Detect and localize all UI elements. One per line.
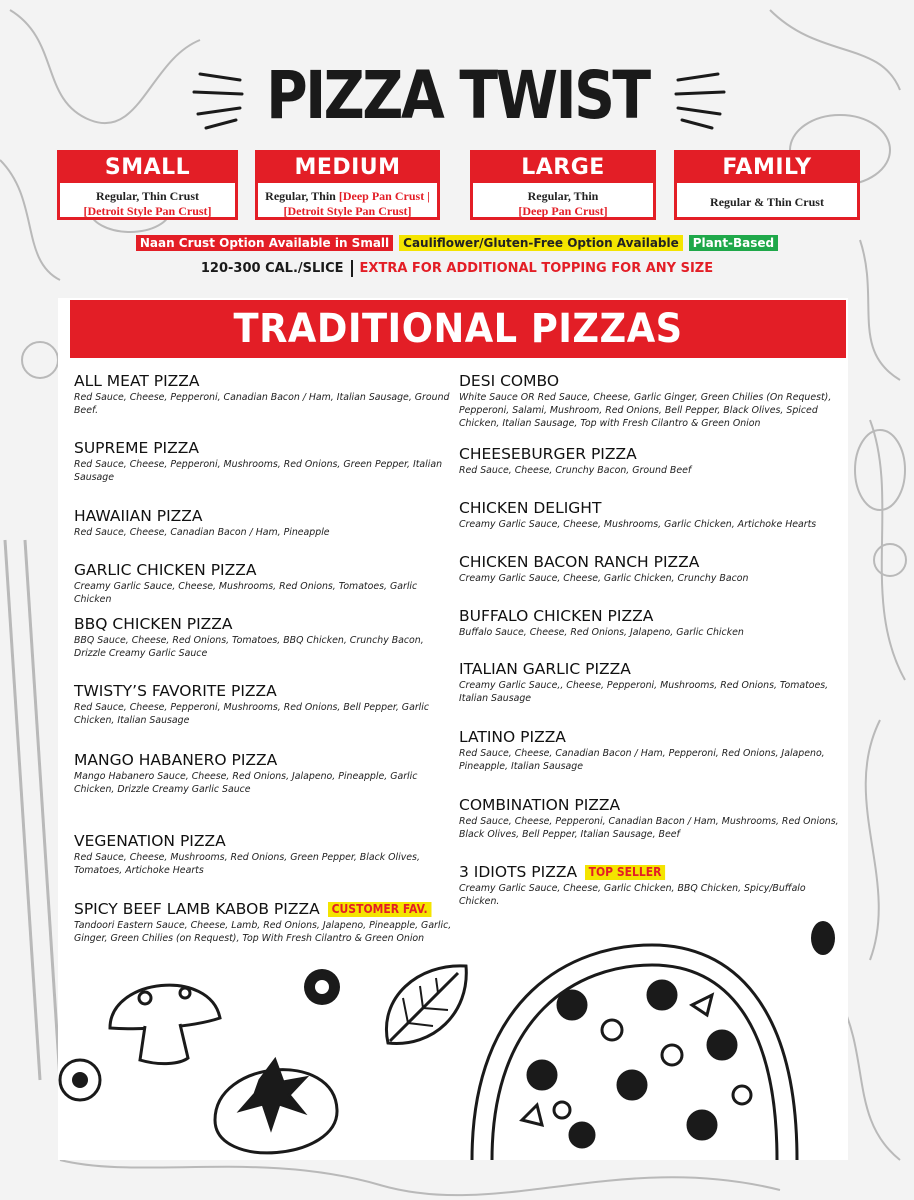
item-description: Mango Habanero Sauce, Cheese, Red Onions, Jalapeno, Pineapple, Garlic Chicken, Drizzle Creamy Garlic Sauce [74, 771, 418, 795]
item-description: Creamy Garlic Sauce, Cheese, Garlic Chicken, Crunchy Bacon [459, 573, 749, 584]
item-description: White Sauce OR Red Sauce, Cheese, Garlic Ginger, Green Chilies (On Request), Pepperoni, Salami, Mushroom, Red Onions, Bell Pepper, Black Olives, Spiced Chicken, Italian Sausage, Top with Fresh Cilantro & Green Onion [459, 392, 832, 429]
item-description: Red Sauce, Cheese, Pepperoni, Canadian Bacon / Ham, Italian Sausage, Ground Beef. [74, 392, 450, 416]
size-small [57, 150, 238, 220]
gluten-free-option-badge: Cauliflower/Gluten-Free Option Available [399, 235, 683, 251]
item-name: ALL MEAT PIZZA [74, 372, 200, 390]
item-name: HAWAIIAN PIZZA [74, 507, 203, 525]
item-name: BUFFALO CHICKEN PIZZA [459, 607, 654, 625]
menu-item [459, 607, 839, 639]
olive-icon [808, 918, 838, 958]
basil-leaf-icon [378, 958, 473, 1053]
crust-options [0, 235, 914, 251]
size-medium [255, 150, 440, 220]
item-description: Red Sauce, Cheese, Pepperoni, Canadian Bacon / Ham, Mushrooms, Red Onions, Black Olives, Bell Pepper, Italian Sausage, Beef [459, 816, 839, 840]
menu-item [74, 439, 454, 484]
item-name-row [459, 863, 839, 881]
item-name: CHEESEBURGER PIZZA [459, 445, 637, 463]
menu-item [74, 372, 454, 417]
menu-item [459, 553, 839, 585]
calorie-info: 120-300 CAL./SLICE [200, 261, 344, 276]
tomato-icon [205, 1040, 345, 1160]
item-description: Red Sauce, Cheese, Pepperoni, Mushrooms, Red Onions, Bell Pepper, Garlic Chicken, Italian Sausage [74, 702, 430, 726]
item-name: COMBINATION PIZZA [459, 796, 621, 814]
pizza-icon [462, 935, 802, 1160]
menu-item [74, 615, 454, 660]
section-title: TRADITIONAL PIZZAS [233, 306, 683, 352]
item-name-row [74, 900, 454, 918]
item-description: Red Sauce, Cheese, Crunchy Bacon, Ground Beef [459, 465, 692, 476]
menu-item [459, 445, 839, 477]
menu-item [74, 832, 454, 877]
size-medium-line1b: [Deep Pan Crust | [338, 189, 430, 203]
calorie-row [0, 259, 914, 279]
size-family [674, 150, 860, 220]
item-name: BBQ CHICKEN PIZZA [74, 615, 233, 633]
extra-topping-note: EXTRA FOR ADDITIONAL TOPPING FOR ANY SIZE [359, 261, 714, 276]
menu-item [459, 660, 839, 705]
size-family-line1: Regular & Thin Crust [710, 195, 824, 209]
menu-item [459, 372, 839, 430]
plant-based-badge: Plant-Based [689, 235, 778, 251]
item-name: DESI COMBO [459, 372, 560, 390]
menu-item [459, 796, 839, 841]
size-small-label: SMALL [60, 153, 235, 183]
menu-item [74, 682, 454, 727]
size-small-line2: [Detroit Style Pan Crust] [83, 204, 212, 218]
menu-item [74, 561, 454, 606]
item-description: Red Sauce, Cheese, Pepperoni, Mushrooms, Red Onions, Green Pepper, Italian Sausage [74, 459, 443, 483]
item-description: Tandoori Eastern Sauce, Cheese, Lamb, Red Onions, Jalapeno, Pineapple, Garlic, Ginger, Green Chilies (on Request), Top With Fresh Cilantro & Green Onion [74, 920, 452, 944]
item-name: VEGENATION PIZZA [74, 832, 226, 850]
item-name: GARLIC CHICKEN PIZZA [74, 561, 257, 579]
item-name: SPICY BEEF LAMB KABOB PIZZA [74, 900, 320, 918]
item-name: CHICKEN DELIGHT [459, 499, 602, 517]
item-name: CHICKEN BACON RANCH PIZZA [459, 553, 700, 571]
size-large-line2: [Deep Pan Crust] [518, 204, 608, 218]
item-name: SUPREME PIZZA [74, 439, 199, 457]
olive-icon [300, 965, 344, 1009]
size-large [470, 150, 656, 220]
item-description: Red Sauce, Cheese, Canadian Bacon / Ham, Pepperoni, Red Onions, Jalapeno, Pineapple, Italian Sausage [459, 748, 825, 772]
size-medium-line2: [Detroit Style Pan Crust] [283, 204, 412, 218]
item-description: Red Sauce, Cheese, Canadian Bacon / Ham, Pineapple [74, 527, 330, 538]
size-medium-label: MEDIUM [258, 153, 437, 183]
title-block [0, 56, 914, 136]
menu-item [74, 751, 454, 796]
item-description: Creamy Garlic Sauce, Cheese, Garlic Chicken, BBQ Chicken, Spicy/Buffalo Chicken. [459, 883, 806, 907]
size-medium-line1a: Regular, Thin [265, 189, 339, 203]
menu-item [74, 900, 454, 945]
item-description: Creamy Garlic Sauce, Cheese, Mushrooms, Red Onions, Tomatoes, Garlic Chicken [74, 581, 418, 605]
item-description: Buffalo Sauce, Cheese, Red Onions, Jalapeno, Garlic Chicken [459, 627, 744, 638]
customer-fav-badge: CUSTOMER FAV. [328, 902, 431, 917]
menu-item [74, 507, 454, 539]
item-name: MANGO HABANERO PIZZA [74, 751, 278, 769]
item-name: TWISTY’S FAVORITE PIZZA [74, 682, 277, 700]
item-name: ITALIAN GARLIC PIZZA [459, 660, 631, 678]
item-name: LATINO PIZZA [459, 728, 566, 746]
item-description: Creamy Garlic Sauce, Cheese, Mushrooms, Garlic Chicken, Artichoke Hearts [459, 519, 817, 530]
item-description: Creamy Garlic Sauce,, Cheese, Pepperoni, Mushrooms, Red Onions, Tomatoes, Italian Sausage [459, 680, 829, 704]
section-header [70, 300, 846, 358]
top-seller-badge: TOP SELLER [585, 865, 665, 880]
size-family-label: FAMILY [677, 153, 857, 183]
menu-item [459, 863, 839, 908]
item-description: Red Sauce, Cheese, Mushrooms, Red Onions, Green Pepper, Black Olives, Tomatoes, Artichoke Hearts [74, 852, 420, 876]
divider [351, 260, 353, 277]
menu-item [459, 728, 839, 773]
menu-item [459, 499, 839, 531]
naan-option-badge: Naan Crust Option Available in Small [136, 235, 393, 251]
page-title: PIZZA TWIST [265, 57, 649, 134]
olive-icon [55, 1055, 105, 1105]
size-small-line1: Regular, Thin Crust [95, 189, 200, 203]
item-description: BBQ Sauce, Cheese, Red Onions, Tomatoes, BBQ Chicken, Crunchy Bacon, Drizzle Creamy Garlic Sauce [74, 635, 424, 659]
size-large-label: LARGE [473, 153, 653, 183]
item-name: 3 IDIOTS PIZZA [459, 863, 578, 881]
size-large-line1: Regular, Thin [527, 189, 599, 203]
